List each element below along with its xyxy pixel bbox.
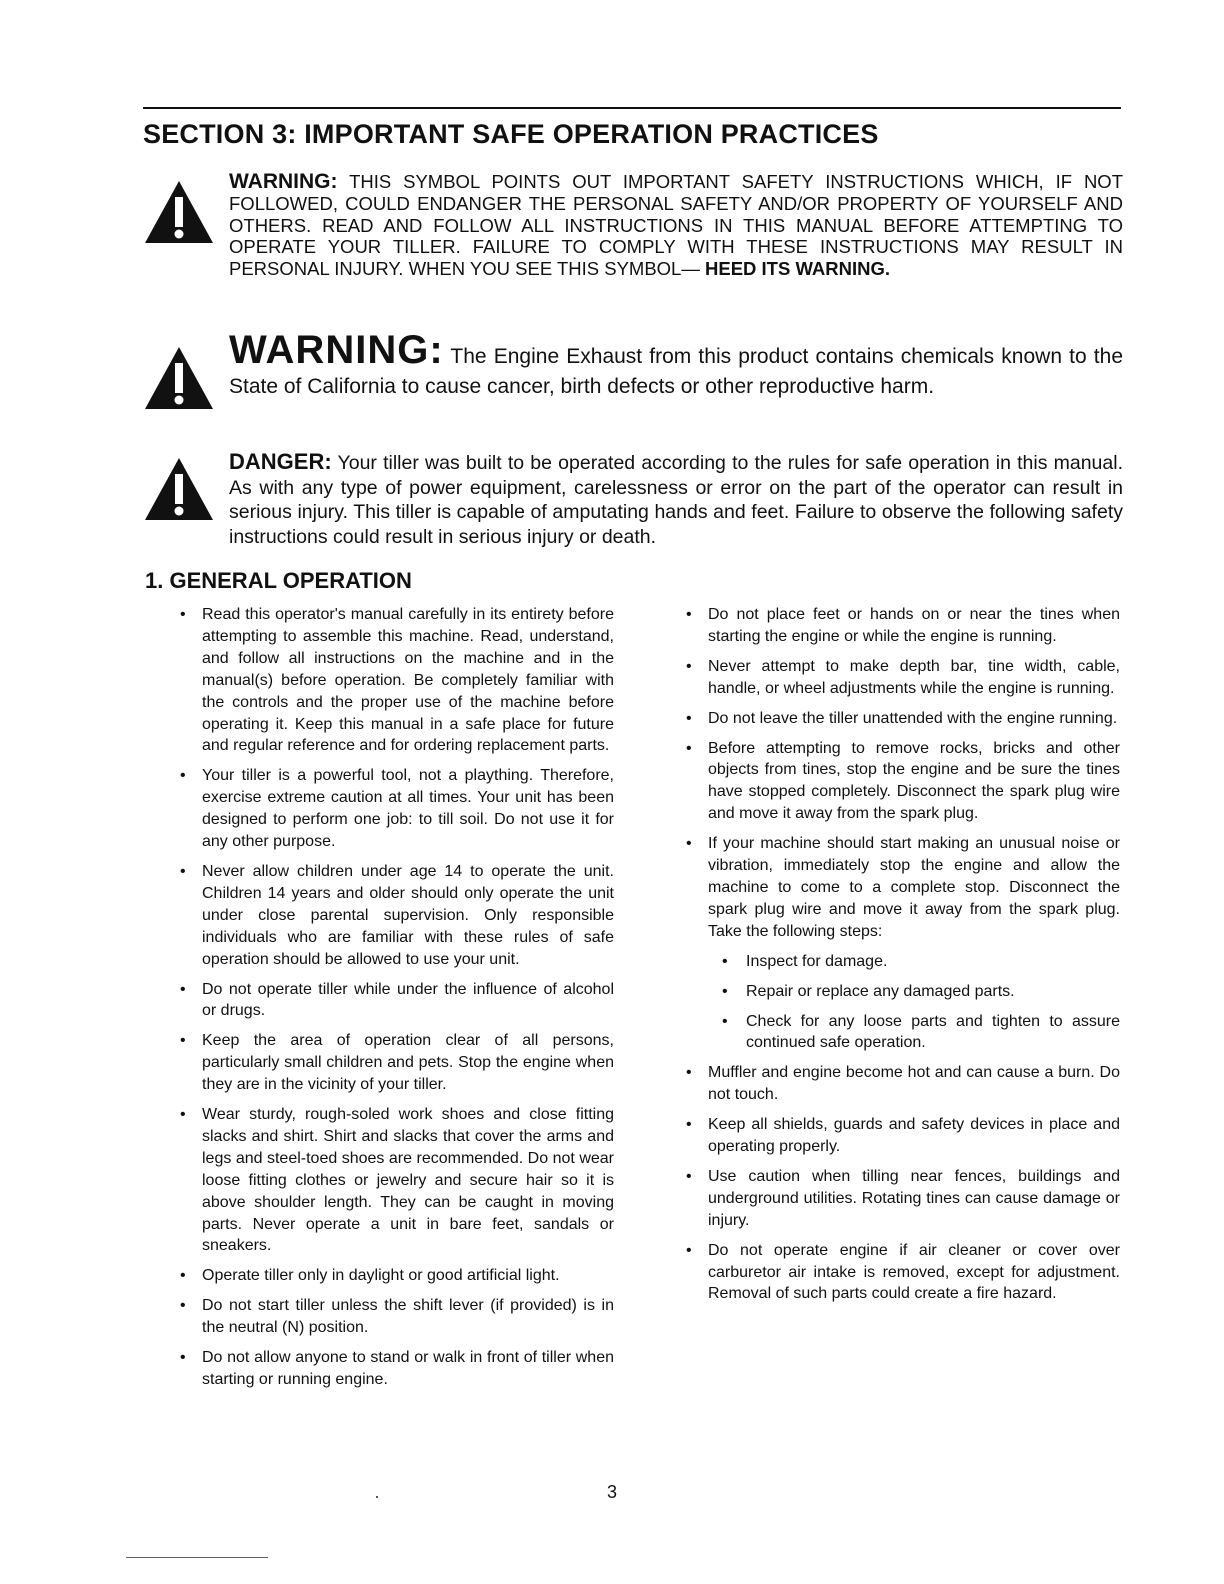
list-item: • Do not operate engine if air cleaner or cover over carburetor air intake is removed, except for adjustment. Removal of such parts could create a fire hazard.: [686, 1241, 1120, 1303]
sub-step-item: • Repair or replace any damaged parts.: [722, 982, 1015, 1000]
list-item: • Keep the area of operation clear of all persons, particularly small children and pets. Stop the engine when they are in the vicinity of your tiller.: [180, 1032, 614, 1094]
warning-lead: WARNING:: [229, 328, 444, 372]
list-item: • Wear sturdy, rough-soled work shoes and close fitting slacks and shirt. Shirt and slacks that cover the arms and legs and steel-toed shoes are recommended. Do not wear loose fitting clothes or jewelry and secure hair so it is above shoulder length. They can be caught in moving parts. Never operate a unit in bare feet, sandals or sneakers.: [180, 1106, 614, 1255]
list-item: • If your machine should start making an unusual noise or vibration, immediately stop the engine and allow the machine to come to a complete stop. Disconnect the spark plug wire and move it away from the spark plug. Take the following steps: • Inspect for damage. • Repair or replace any damaged parts. • Check for any loose parts and tighten to assure continued safe operation.: [684, 833, 1120, 1054]
list-item: • Do not leave the tiller unattended with the engine running.: [686, 709, 1118, 727]
list-item: • Do not operate tiller while under the influence of alcohol or drugs.: [180, 980, 614, 1020]
list-item: • Read this operator's manual carefully in its entirety before attempting to assemble this machine. Read, understand, and follow all instructions on the machine and in the manual(s) before operation. Be completely familiar with the controls and the proper use of the machine before operating it. Keep this manual in a safe place for future and regular reference and for ordering replacement parts.: [180, 606, 614, 755]
warning-triangle-icon: [143, 456, 215, 522]
list-item: • Do not allow anyone to stand or walk in front of tiller when starting or running engine.: [180, 1349, 614, 1388]
list-item: • Before attempting to remove rocks, bricks and other objects from tines, stop the engine and be sure the tines have stopped completely. Disconnect the spark plug wire and move it away from the spark plug.: [686, 739, 1120, 823]
sub-step-list: [708, 951, 1120, 1055]
section-title: SECTION 3: IMPORTANT SAFE OPERATION PRACTICES: [143, 119, 879, 149]
danger-body: Your tiller was built to be operated according to the rules for safe operation in this manual. As with any type of power equipment, carelessness or error on the part of the operator can result in serious injury. This tiller is capable of amputating hands and feet. Failure to observe the following safety instructions could result in serious injury or death.: [229, 452, 1123, 548]
left-bullet-list: [178, 604, 614, 1399]
sub-step-item: • Check for any loose parts and tighten to assure continued safe operation.: [722, 1012, 1120, 1052]
list-item: • Your tiller is a powerful tool, not a plaything. Therefore, exercise extreme caution at all times. Your unit has been designed to perform one job: to till soil. Do not use it for any other purpose.: [180, 767, 614, 851]
warning-body: THIS SYMBOL POINTS OUT IMPORTANT SAFETY INSTRUCTIONS WHICH, IF NOT FOLLOWED, COULD ENDANGER THE PERSONAL SAFETY AND/OR PROPERTY OF YOURSELF AND OTHERS. READ AND FOLLOW ALL INSTRUCTIONS IN THIS MANUAL BEFORE ATTEMPTING TO OPERATE YOUR TILLER. FAILURE TO COMPLY WITH THESE INSTRUCTIONS MAY RESULT IN PERSONAL INJURY. WHEN YOU SEE THIS SYMBOL—: [229, 171, 1123, 280]
list-item: • Keep all shields, guards and safety devices in place and operating properly.: [686, 1116, 1120, 1156]
warning-triangle-icon: [143, 345, 215, 411]
danger-lead: DANGER:: [229, 449, 332, 474]
right-bullet-list: [684, 604, 1120, 1313]
list-item: • Do not place feet or hands on or near the tines when starting the engine or while the engine is running.: [686, 606, 1120, 645]
list-item: • Muffler and engine become hot and can cause a burn. Do not touch.: [686, 1064, 1120, 1104]
warning-symbol-text: [229, 171, 1123, 280]
list-item: • Do not start tiller unless the shift lever (if provided) is in the neutral (N) position.: [180, 1297, 614, 1337]
warning-triangle-icon: [143, 179, 215, 245]
warning-block-california: [143, 328, 1123, 415]
heed-warning: HEED ITS WARNING.: [705, 258, 891, 280]
sub-step-item: • Inspect for damage.: [722, 952, 888, 970]
list-item: • Operate tiller only in daylight or good artificial light.: [180, 1267, 560, 1285]
warning-block-symbol: [143, 171, 1123, 321]
list-item: • Never allow children under age 14 to operate the unit. Children 14 years and older should only operate the unit under close parental supervision. Only responsible individuals who are familiar with these rules of safe operation should be allowed to use your unit.: [180, 862, 614, 968]
california-warning-text: [229, 328, 1123, 402]
danger-text: [229, 450, 1123, 549]
footer-rule: [126, 1557, 268, 1558]
danger-block: [143, 450, 1123, 560]
page-number: 3: [606, 1482, 617, 1502]
list-item: • Use caution when tilling near fences, buildings and underground utilities. Rotating tines can cause damage or injury.: [686, 1167, 1120, 1229]
warning-body: The Engine Exhaust from this product contains chemicals known to the State of California to cause cancer, birth defects or other reproductive harm.: [229, 345, 1123, 398]
list-item: • Never attempt to make depth bar, tine width, cable, handle, or wheel adjustments while the engine is running.: [686, 657, 1120, 697]
top-rule: [143, 107, 1121, 109]
general-operation-heading: 1. GENERAL OPERATION: [145, 568, 412, 593]
warning-lead: WARNING:: [229, 170, 338, 193]
